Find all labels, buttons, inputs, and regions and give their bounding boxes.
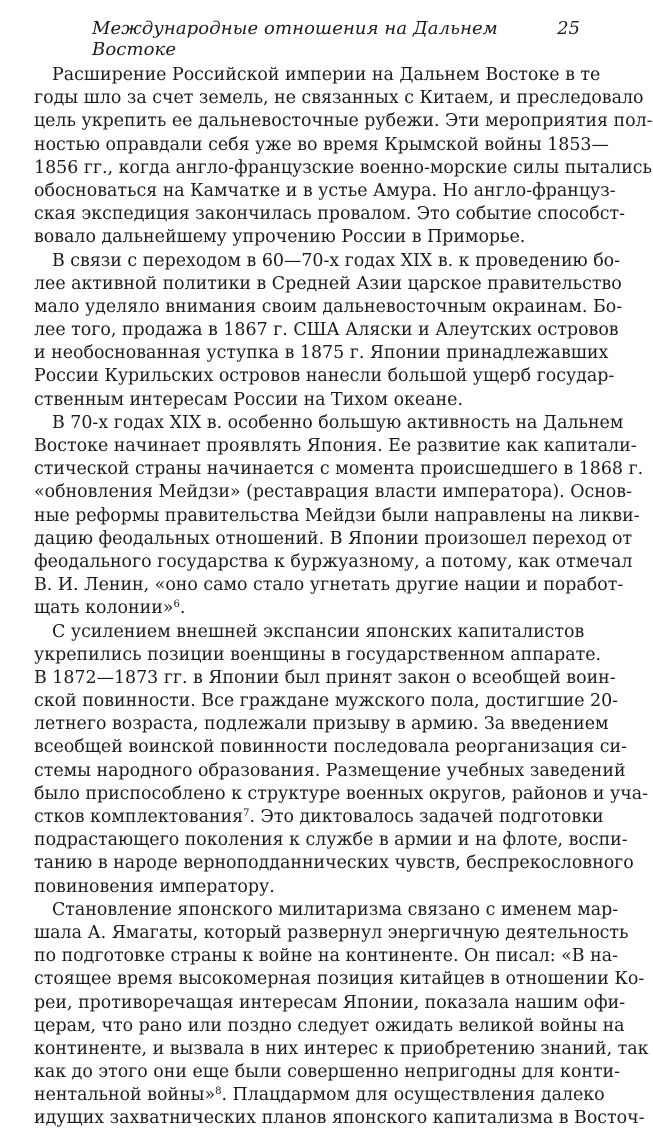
- text-line: мало уделяло внимания своим дальневосточным окраинам. Бо-: [34, 296, 623, 317]
- text-line: подрастающего поколения к службе в армии и на флоте, воспи-: [34, 830, 628, 851]
- text-line: лее того, продажа в 1867 г. США Аляски и Алеутских островов: [34, 320, 619, 341]
- text-line: Востоке начинает проявлять Япония. Ее развитие как капитали-: [34, 436, 637, 456]
- paragraph: [34, 64, 653, 250]
- text-line: по подготовке страны к войне на континенте. Он писал: «В на-: [34, 946, 618, 967]
- text-fragment: . Плацдармом для осуществления далеко: [221, 1085, 605, 1106]
- text-line: лее активной политики в Средней Азии царское правительство: [34, 273, 622, 294]
- text-line: 1856 гг., когда англо-французские военно-морские силы пытались: [34, 157, 652, 178]
- footnote-marker: 8: [215, 1086, 222, 1098]
- text-line: годы шло за счет земель, не связанных с Китаем, и преследовало: [34, 88, 644, 109]
- text-line: В 70-х годах XIX в. особенно большую активность на Дальнем: [52, 412, 624, 433]
- text-line: В. И. Ленин, «оно само стало угнетать другие нации и поработ-: [34, 575, 624, 596]
- text-line: стической страны начинается с момента происшедшего в 1868 г.: [34, 459, 644, 480]
- text-line: ственным интересам России на Тихом океане.: [34, 389, 463, 410]
- text-line: [34, 806, 604, 829]
- paragraph: [34, 250, 623, 412]
- text-line: В связи с переходом в 60—70-х годах XIX в. к проведению бо-: [52, 250, 621, 271]
- footnote-marker: 6: [173, 599, 180, 611]
- text-line: ностью оправдали себя уже во время Крымской войны 1853—: [34, 134, 609, 155]
- text-line: цель укрепить ее дальневосточные рубежи. Эти мероприятия пол-: [34, 111, 653, 132]
- text-line: России Курильских островов нанесли большой ущерб государ-: [34, 366, 615, 387]
- text-fragment: нентальной войны»: [34, 1085, 216, 1106]
- book-page: [34, 14, 653, 1131]
- text-line: реи, противоречащая интересам Японии, показала нашим офи-: [34, 992, 626, 1013]
- text-line: Расширение Российской империи на Дальнем Востоке в те: [52, 65, 601, 85]
- text-fragment: щать колонии»: [34, 598, 174, 619]
- running-head: [34, 14, 580, 60]
- text-line: укрепились позиции военщины в государственном аппарате.: [34, 644, 602, 665]
- text-line: феодального государства к буржуазному, а потому, как отмечал: [34, 551, 633, 572]
- paragraph: [34, 412, 644, 621]
- text-line: «обновления Мейдзи» (реставрация власти императора). Основ-: [34, 482, 632, 503]
- text-line: дацию феодальных отношений. В Японии произошел переход от: [34, 528, 633, 549]
- text-line: шала А. Ямагаты, который развернул энергичную деятельность: [34, 922, 629, 943]
- text-line: С усилением внешней экспансии японских капиталистов: [52, 621, 585, 642]
- text-fragment: стков комплектования: [34, 807, 244, 827]
- page-number: 25: [557, 18, 580, 39]
- text-line: вовало дальнейшему упрочению России в Приморье.: [34, 227, 526, 248]
- text-line: стемы народного образования. Размещение учебных заведений: [34, 760, 626, 781]
- footnote-marker: 7: [243, 808, 250, 819]
- text-line: идущих захватнических планов японского капитализма в Восточ-: [34, 1108, 645, 1129]
- text-line: щать колонии»$^6$.: [34, 598, 186, 619]
- text-line: Становление японского милитаризма связано с именем мар-: [52, 899, 619, 920]
- text-line: было приспособлено к структуре военных округов, районов и уча-: [34, 783, 648, 804]
- text-line: В 1872—1873 гг. в Японии был принят закон о всеобщей воин-: [34, 667, 616, 688]
- text-fragment: . Это диктовалось задачей подготовки: [249, 807, 604, 827]
- text-line: ные реформы правительства Мейдзи были направлены на ликви-: [34, 505, 640, 526]
- text-line: всеобщей воинской повинности последовала реорганизация си-: [34, 737, 627, 758]
- text-line: стоящее время высокомерная позиция китайцев в отношении Ко-: [34, 969, 645, 990]
- text-line: летнего возраста, подлежали призыву в армию. За введением: [34, 714, 609, 735]
- body-text: [34, 64, 653, 1131]
- text-line: континенте, и вызвала в них интерес к приобретению знаний, так: [34, 1038, 649, 1059]
- text-line: церам, что рано или поздно следует ожидать великой войны на: [34, 1015, 625, 1036]
- text-line: повиновения императору.: [34, 876, 275, 897]
- paragraph: [34, 899, 649, 1131]
- paragraph: [34, 621, 648, 899]
- text-line: и необоснованная уступка в 1875 г. Японии принадлежавших: [34, 343, 609, 364]
- text-line: [34, 1084, 605, 1107]
- text-line: ской повинности. Все граждане мужского пола, достигшие 20-: [34, 691, 619, 712]
- text-line: обосноваться на Камчатке и в устье Амура. Но англо-француз-: [34, 180, 616, 201]
- running-title: Международные отношения на Дальнем Востоке: [92, 18, 498, 60]
- text-line: танию в народе верноподданнических чувств, беспрекословного: [34, 853, 634, 874]
- text-line: как до этого они еще были совершенно непригодны для конти-: [34, 1062, 620, 1083]
- text-line: ская экспедиция закончилась провалом. Это событие способст-: [34, 204, 625, 225]
